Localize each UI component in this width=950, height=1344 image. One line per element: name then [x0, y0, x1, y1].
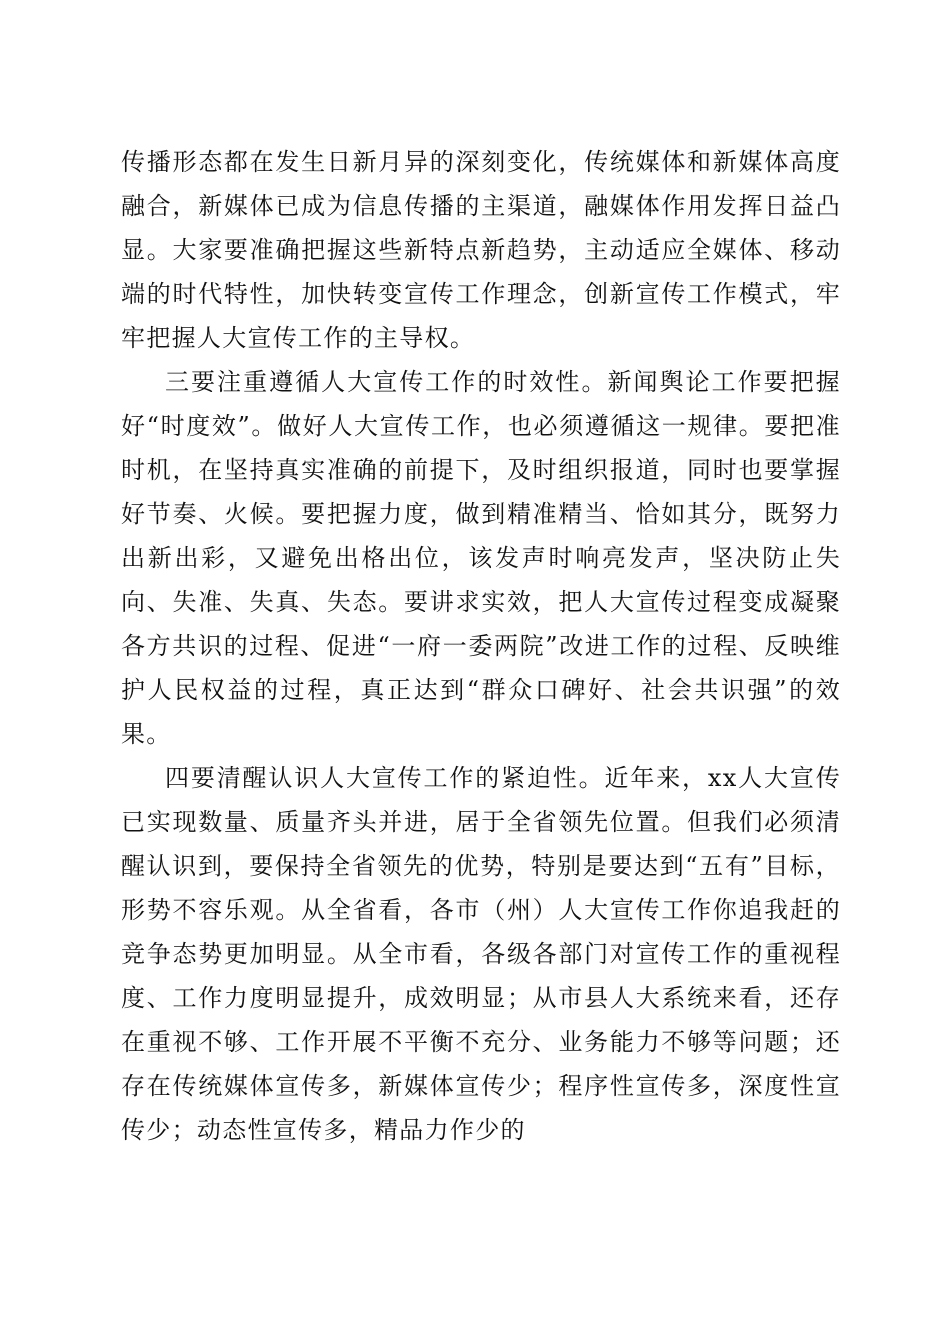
paragraph-timeliness: 三要注重遵循人大宣传工作的时效性。新闻舆论工作要把握好“时度效”。做好人大宣传工作，也必须遵循这一规律。要把准时机，在坚持真实准确的前提下，及时组织报道，同时也要掌握好节奏、火候。要把握力度，做到精准精当、恰如其分，既努力出新出彩，又避免出格出位，该发声时响亮发声，坚决防止失向、失准、失真、失态。要讲求实效，把人大宣传过程变成凝聚各方共识的过程、促进“一府一委两院”改进工作的过程、反映维护人民权益的过程，真正达到“群众口碑好、社会共识强”的效果。 — [121, 368, 841, 748]
paragraph-continuation: 传播形态都在发生日新月异的深刻变化，传统媒体和新媒体高度融合，新媒体已成为信息传播的主渠道，融媒体作用发挥日益凸显。大家要准确把握这些新特点新趋势，主动适应全媒体、移动端的时代特性，加快转变宣传工作理念，创新宣传工作模式，牢牢把握人大宣传工作的主导权。 — [121, 148, 841, 352]
document-body — [121, 140, 841, 1152]
paragraph-urgency: 四要清醒认识人大宣传工作的紧迫性。近年来，xx人大宣传已实现数量、质量齐头并进，居于全省领先位置。但我们必须清醒认识到，要保持全省领先的优势，特别是要达到“五有”目标，形势不容乐观。从全省看，各市（州）人大宣传工作你追我赶的竞争态势更加明显。从全市看，各级各部门对宣传工作的重视程度、工作力度明显提升，成效明显；从市县人大系统来看，还存在重视不够、工作开展不平衡不充分、业务能力不够等问题；还存在传统媒体宣传多，新媒体宣传少；程序性宣传多，深度性宣传少；动态性宣传多，精品力作少的 — [121, 764, 841, 1144]
